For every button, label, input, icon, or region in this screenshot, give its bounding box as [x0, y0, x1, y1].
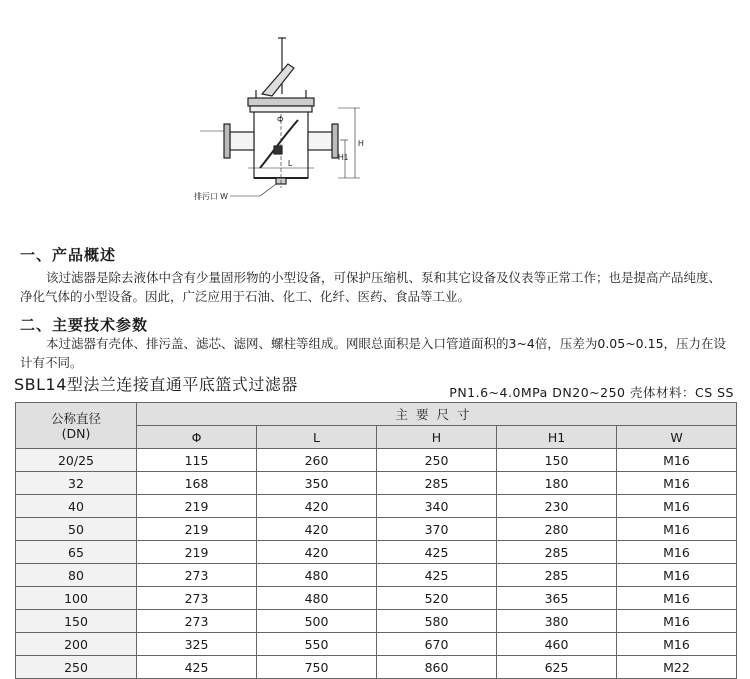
dimension-cell: 340	[377, 495, 497, 518]
dn-cell: 65	[16, 541, 137, 564]
phi-label: Φ	[277, 115, 284, 124]
dimension-cell: 350	[257, 472, 377, 495]
dimension-cell: 860	[377, 656, 497, 679]
dimension-cell: 273	[137, 564, 257, 587]
section-overview-title: 一、产品概述	[20, 246, 117, 264]
table-row	[16, 633, 737, 656]
dimension-cell: 425	[377, 564, 497, 587]
dimension-cell: 500	[257, 610, 377, 633]
dimensions-group-header: 主要尺寸	[137, 403, 737, 426]
outlet-pipe	[308, 132, 332, 150]
dimension-cell: M16	[617, 587, 737, 610]
dimension-cell: M16	[617, 610, 737, 633]
dn-cell: 20/25	[16, 449, 137, 472]
dimension-cell: M16	[617, 633, 737, 656]
dimension-cell: 370	[377, 518, 497, 541]
filter-diagram	[190, 28, 390, 213]
table-row	[16, 587, 737, 610]
dimension-cell: 550	[257, 633, 377, 656]
dimension-cell: 580	[377, 610, 497, 633]
dn-cell: 150	[16, 610, 137, 633]
params-line-2: 计有不同。	[20, 355, 83, 370]
section-params-title: 二、主要技术参数	[20, 316, 149, 334]
h-label: H	[358, 139, 364, 148]
table-body	[16, 449, 737, 679]
dimension-cell: 280	[497, 518, 617, 541]
table-row	[16, 656, 737, 679]
inlet-pipe	[230, 132, 254, 150]
dimension-cell: 750	[257, 656, 377, 679]
dimension-cell: 420	[257, 495, 377, 518]
l-label: L	[288, 159, 293, 168]
section-overview-text	[20, 268, 732, 306]
dimension-cell: M16	[617, 495, 737, 518]
dimension-cell: M16	[617, 518, 737, 541]
spec-table	[15, 402, 737, 679]
dimension-cell: 115	[137, 449, 257, 472]
table-row	[16, 610, 737, 633]
dimension-cell: M22	[617, 656, 737, 679]
dimension-cell: 219	[137, 518, 257, 541]
table-row	[16, 518, 737, 541]
dimension-cell: M16	[617, 541, 737, 564]
dimension-cell: M16	[617, 449, 737, 472]
dimension-cell: 670	[377, 633, 497, 656]
dimension-cell: 285	[497, 541, 617, 564]
dimension-cell: 625	[497, 656, 617, 679]
dimension-cell: 520	[377, 587, 497, 610]
dimension-cell: 420	[257, 518, 377, 541]
col-header-h: H	[377, 426, 497, 449]
dimension-cell: 285	[497, 564, 617, 587]
dimension-cell: 168	[137, 472, 257, 495]
col-header-phi: Φ	[137, 426, 257, 449]
col-header-h1: H1	[497, 426, 617, 449]
dimension-cell: M16	[617, 472, 737, 495]
dn-header-line1: 公称直径	[50, 410, 101, 426]
table-row	[16, 541, 737, 564]
dimension-cell: 273	[137, 587, 257, 610]
table-row	[16, 495, 737, 518]
table-row	[16, 472, 737, 495]
dn-header-line2: (DN)	[61, 425, 91, 441]
dimension-cell: 425	[377, 541, 497, 564]
section-params-text	[20, 334, 732, 372]
dn-cell: 50	[16, 518, 137, 541]
dn-cell: 250	[16, 656, 137, 679]
dimension-cell: 150	[497, 449, 617, 472]
dimension-cell: M16	[617, 564, 737, 587]
col-header-l: L	[257, 426, 377, 449]
dimension-cell: 425	[137, 656, 257, 679]
table-title: SBL14型法兰连接直通平底篮式过滤器	[14, 375, 298, 394]
top-cover	[248, 98, 314, 106]
dimension-cell: 325	[137, 633, 257, 656]
cover-handle	[262, 64, 294, 96]
dn-cell: 100	[16, 587, 137, 610]
table-spec: PN1.6~4.0MPa DN20~250 壳体材料：CS SS	[449, 385, 734, 400]
params-line-1: 本过滤器有壳体、排污盖、滤芯、滤网、螺柱等组成。网眼总面积是入口管道面积的3~4倍，压差为0.05~0.15，压力在设	[46, 336, 727, 351]
dimension-cell: 260	[257, 449, 377, 472]
dimension-cell: 230	[497, 495, 617, 518]
dimension-cell: 219	[137, 541, 257, 564]
dimension-cell: 250	[377, 449, 497, 472]
dimension-cell: 365	[497, 587, 617, 610]
drain-label: 排污口 W	[194, 192, 228, 201]
dimension-cell: 285	[377, 472, 497, 495]
dn-cell: 200	[16, 633, 137, 656]
overview-line-2: 净化气体的小型设备。因此，广泛应用于石油、化工、化纤、医药、食品等工业。	[20, 289, 471, 304]
dn-cell: 40	[16, 495, 137, 518]
col-header-w: W	[617, 426, 737, 449]
table-row	[16, 449, 737, 472]
dimension-cell: 273	[137, 610, 257, 633]
table-row	[16, 564, 737, 587]
dimension-cell: 480	[257, 564, 377, 587]
dimension-cell: 219	[137, 495, 257, 518]
dn-cell: 32	[16, 472, 137, 495]
dimension-cell: 460	[497, 633, 617, 656]
dimension-cell: 420	[257, 541, 377, 564]
dimension-cell: 180	[497, 472, 617, 495]
h1-label: H1	[338, 153, 349, 162]
dn-header	[16, 403, 137, 449]
inlet-flange	[224, 124, 230, 158]
dimension-cell: 380	[497, 610, 617, 633]
dimension-cell: 480	[257, 587, 377, 610]
dn-cell: 80	[16, 564, 137, 587]
overview-line-1: 该过滤器是除去液体中含有少量固形物的小型设备，可保护压缩机、泵和其它设备及仪表等正常工作；也是提高产品纯度、	[46, 270, 722, 285]
